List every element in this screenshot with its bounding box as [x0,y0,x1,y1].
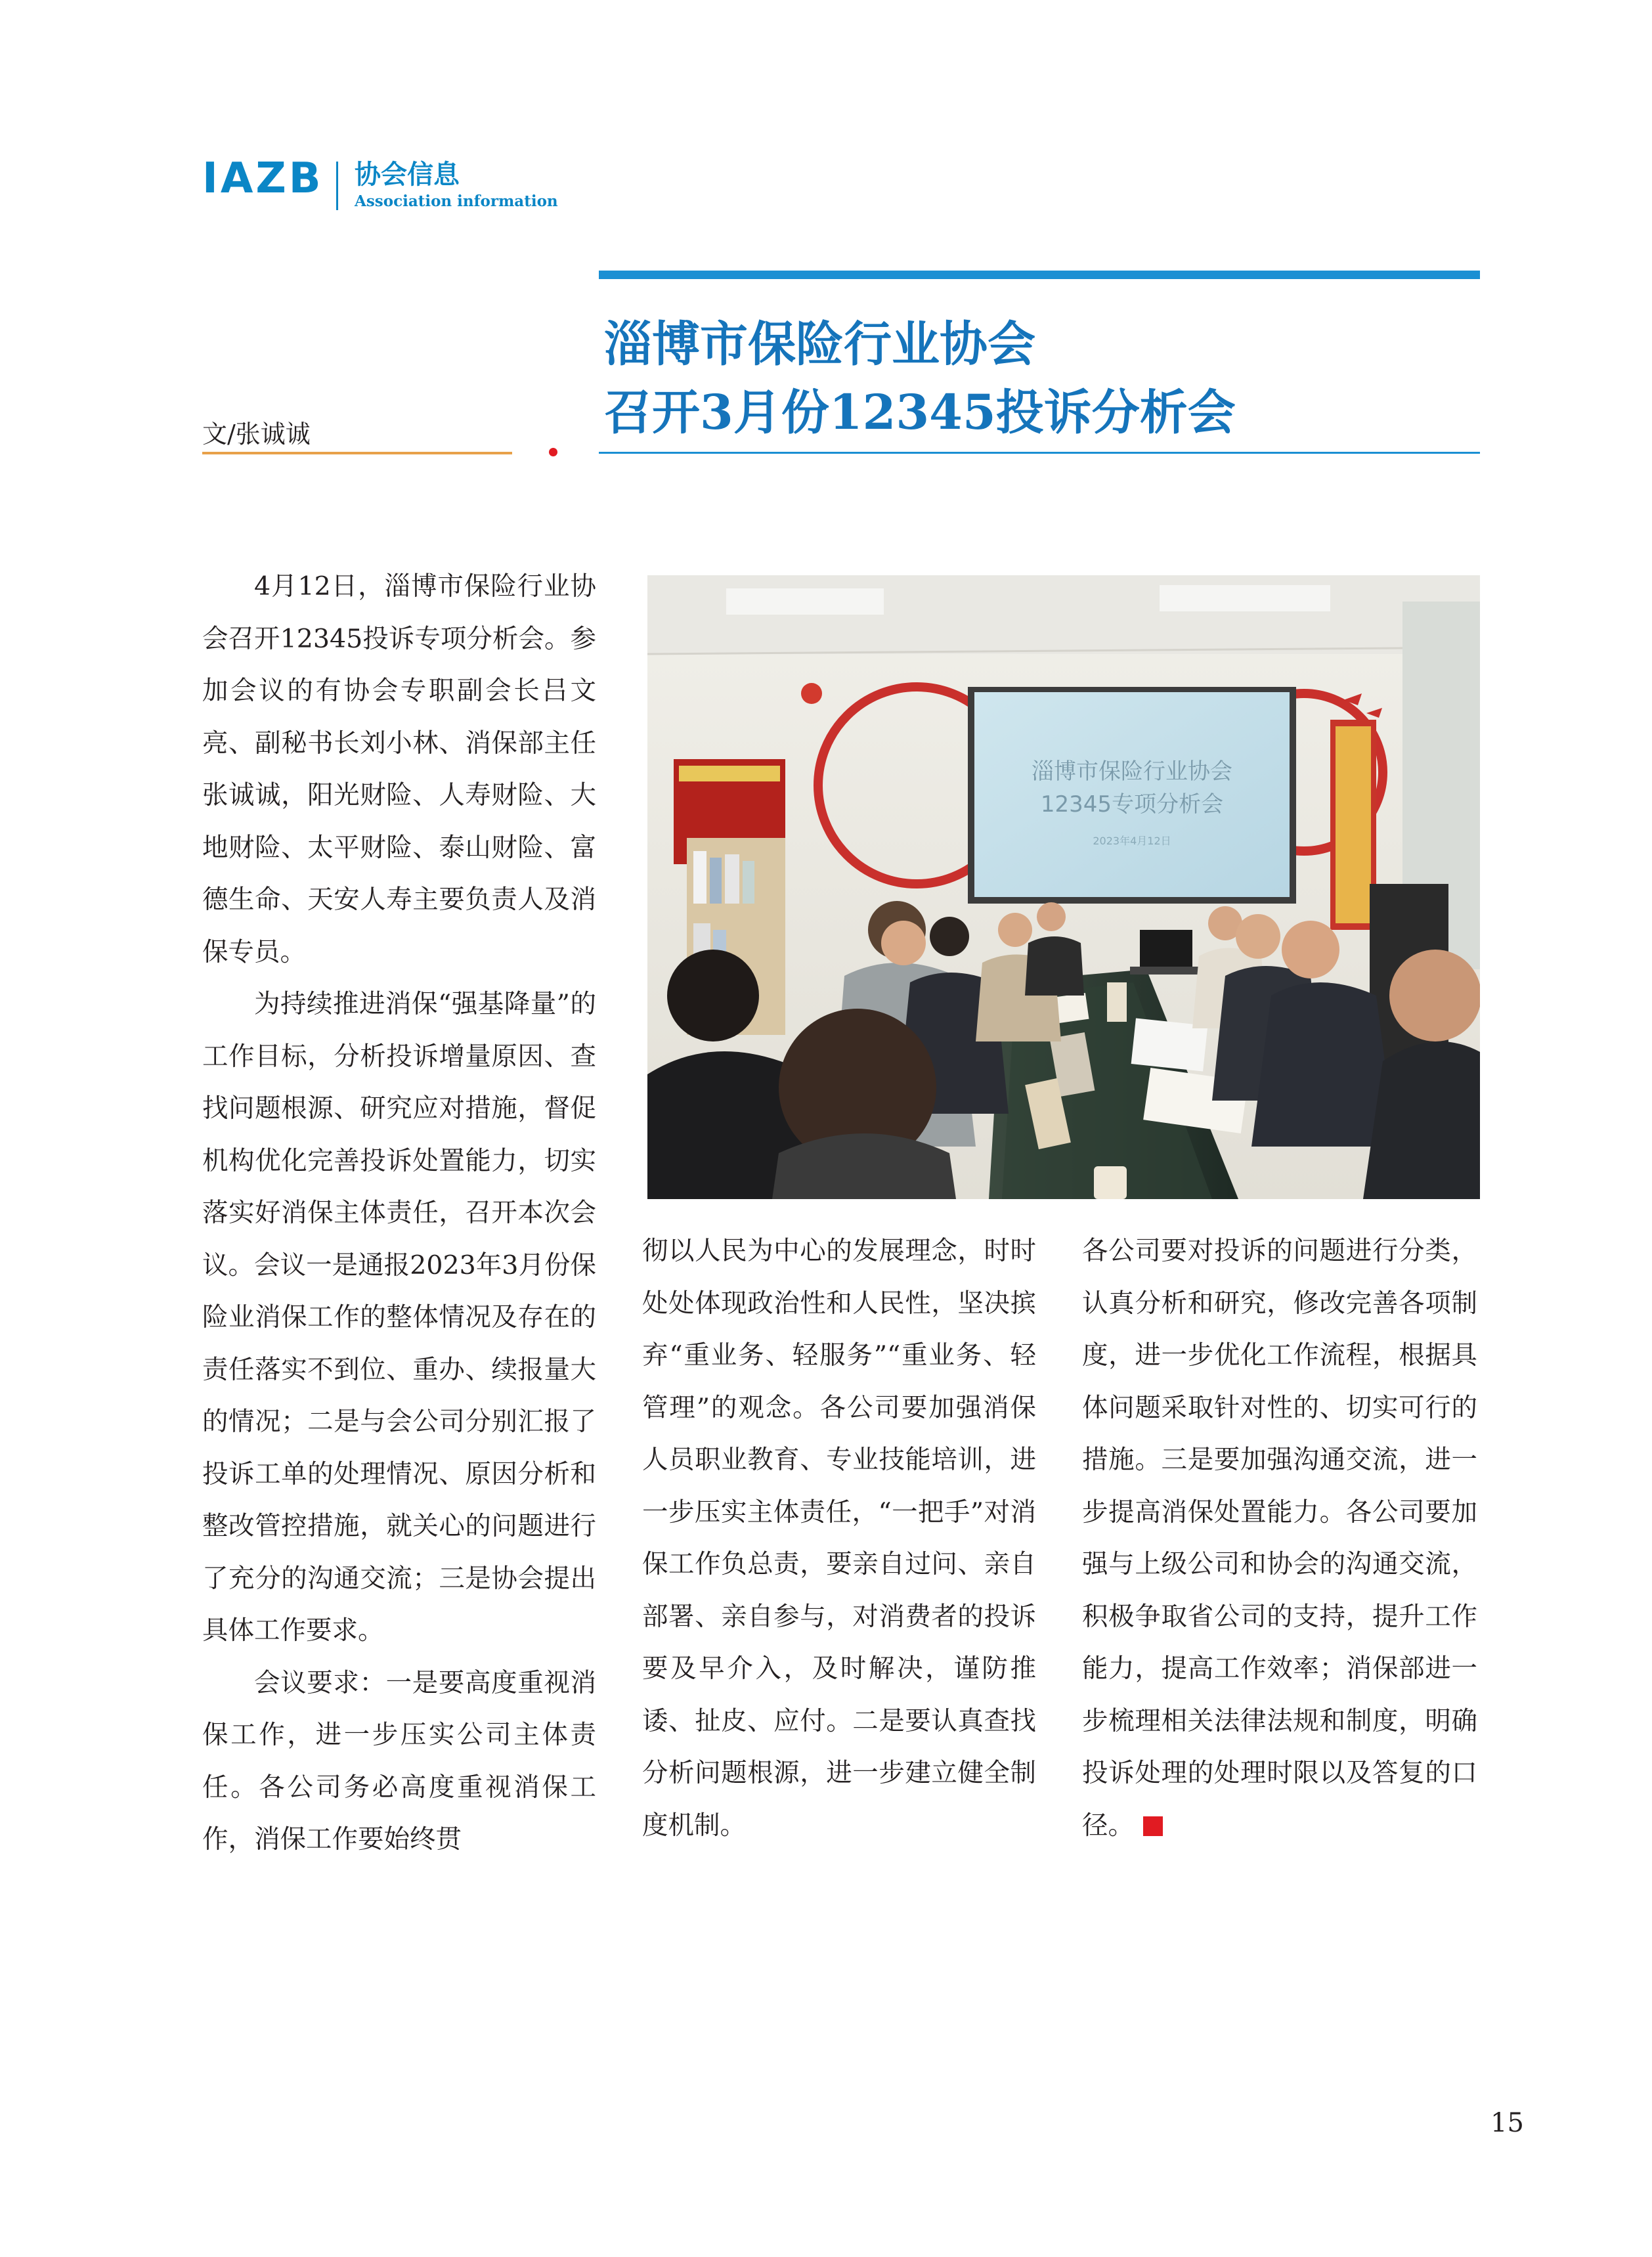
title-underline [599,452,1480,454]
end-of-article-mark [1143,1816,1163,1836]
article-title [604,310,1458,447]
paragraph-3-continued: 彻以人民为中心的发展理念，时时处处体现政治性和人民性，坚决摈弃“重业务、轻服务”“重业务、轻管理”的观念。各公司要加强消保人员职业教育、专业技能培训，进一步压实主体责任，“一把手”对消保工作负总责，要亲自过问、亲自部署、亲自参与，对消费者的投诉要及早介入，及时解决，谨防推诿、扯皮、应付。二是要认真查找分析问题根源，进一步建立健全制度机制。 [642,1236,1036,1841]
title-top-bar [599,271,1480,279]
page-number: 15 [1490,2108,1524,2138]
section-title-en: Association information [355,192,558,210]
screen-caption-date: 2023年4月12日 [1093,835,1171,847]
author-underline [202,452,512,454]
title-line-1: 淄博市保险行业协会 [604,316,1035,372]
text-column-2 [642,1225,1036,1852]
paragraph-3-end [1082,1225,1477,1852]
iazb-logo: IAZB [202,154,324,203]
paragraph-3: 会议要求：一是要高度重视消保工作，进一步压实公司主体责任。各公司务必高度重视消保工作，消保工作要始终贯 [202,1667,596,1854]
author-byline: 文/张诚诚 [202,420,311,449]
paragraph-1: 4月12日，淄博市保险行业协会召开12345投诉专项分析会。参加会议的有协会专职副会长吕文亮、副秘书长刘小林、消保部主任张诚诚，阳光财险、人寿财险、大地财险、太平财险、泰山财险、富德生命、天安人寿主要负责人及消保专员。 [202,571,596,967]
logo-divider [336,162,338,210]
decorative-dot [549,448,557,456]
screen-caption-1: 淄博市保险行业协会 [1032,758,1232,785]
text-column-3 [1082,1225,1477,1852]
section-title-cn: 协会信息 [355,159,460,190]
paragraph-2: 为持续推进消保“强基降量”的工作目标，分析投诉增量原因、查找问题根源、研究应对措施，督促机构优化完善投诉处置能力，切实落实好消保主体责任，召开本次会议。会议一是通报2023年3月份保险业消保工作的整体情况及存在的责任落实不到位、重办、续报量大的情况；二是与会公司分别汇报了投诉工单的处理情况、原因分析和整改管控措施，就关心的问题进行了充分的沟通交流；三是协会提出具体工作要求。 [202,989,596,1646]
paragraph-3-end-text: 各公司要对投诉的问题进行分类，认真分析和研究，修改完善各项制度，进一步优化工作流程，根据具体问题采取针对性的、切实可行的措施。三是要加强沟通交流，进一步提高消保处置能力。各公司要加强与上级公司和协会的沟通交流，积极争取省公司的支持，提升工作能力，提高工作效率；消保部进一步梳理相关法律法规和制度，明确投诉处理的处理时限以及答复的口径。 [1082,1236,1477,1841]
screen-caption-2: 12345专项分析会 [1040,791,1224,818]
meeting-photo [647,575,1480,1199]
text-column-1 [202,561,596,1866]
title-line-2: 召开3月份12345投诉分析会 [604,384,1236,441]
